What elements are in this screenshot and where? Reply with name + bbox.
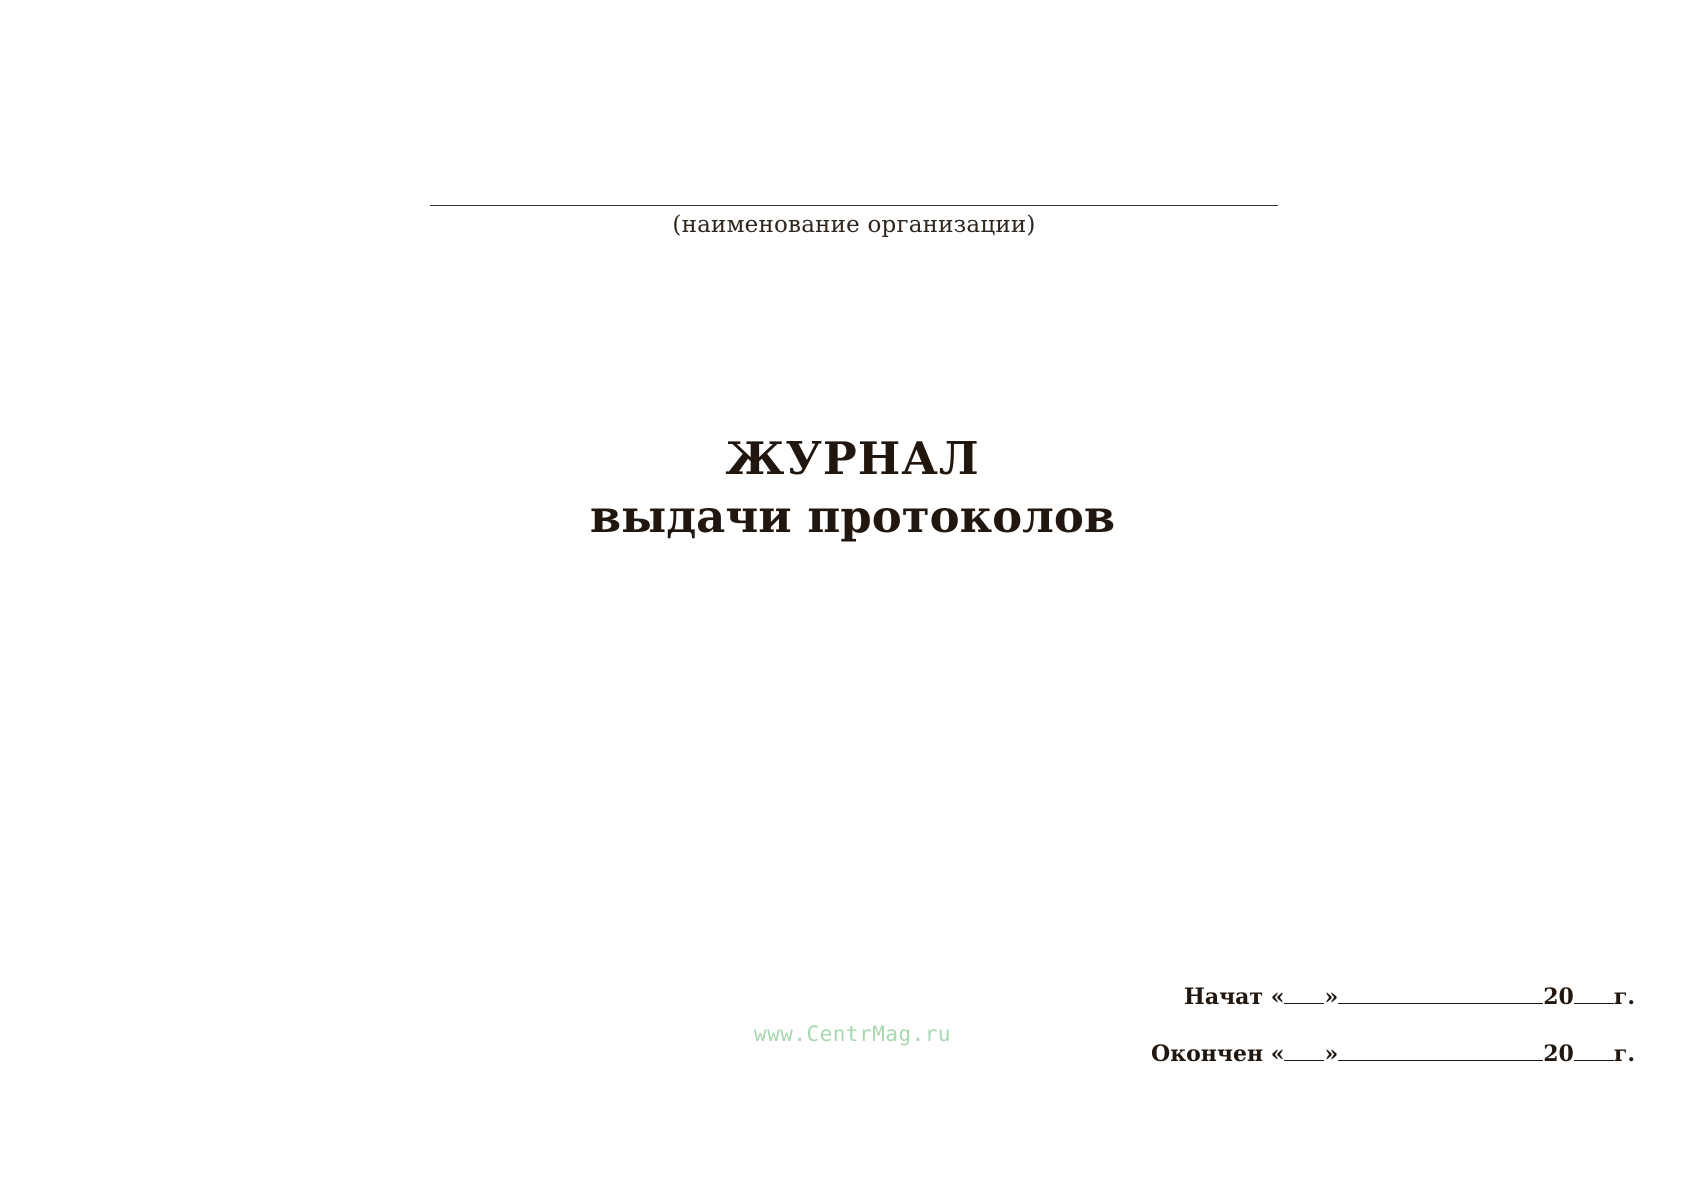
document-title: ЖУРНАЛ bbox=[725, 432, 980, 485]
end-day-blank[interactable] bbox=[1284, 1042, 1324, 1061]
title-block bbox=[0, 430, 1697, 546]
start-year-prefix: 20 bbox=[1543, 984, 1574, 1010]
watermark: www.CentrMag.ru bbox=[753, 1022, 952, 1046]
start-date-row bbox=[1184, 984, 1635, 1010]
organization-caption: (наименование организации) bbox=[672, 212, 1036, 238]
start-day-blank[interactable] bbox=[1284, 985, 1324, 1004]
start-close-quote: » bbox=[1324, 984, 1339, 1010]
start-year-blank[interactable] bbox=[1574, 985, 1614, 1004]
start-label: Начат « bbox=[1184, 984, 1285, 1010]
start-month-blank[interactable] bbox=[1338, 985, 1543, 1004]
document-subtitle: выдачи протоколов bbox=[589, 490, 1116, 543]
end-date-row bbox=[1151, 1041, 1635, 1067]
end-year-prefix: 20 bbox=[1543, 1041, 1574, 1067]
end-year-suffix: г. bbox=[1613, 1041, 1635, 1067]
end-close-quote: » bbox=[1324, 1041, 1339, 1067]
end-year-blank[interactable] bbox=[1574, 1042, 1614, 1061]
end-month-blank[interactable] bbox=[1338, 1042, 1543, 1061]
end-label: Окончен « bbox=[1151, 1041, 1285, 1067]
organization-name-line bbox=[430, 205, 1278, 206]
start-year-suffix: г. bbox=[1613, 984, 1635, 1010]
